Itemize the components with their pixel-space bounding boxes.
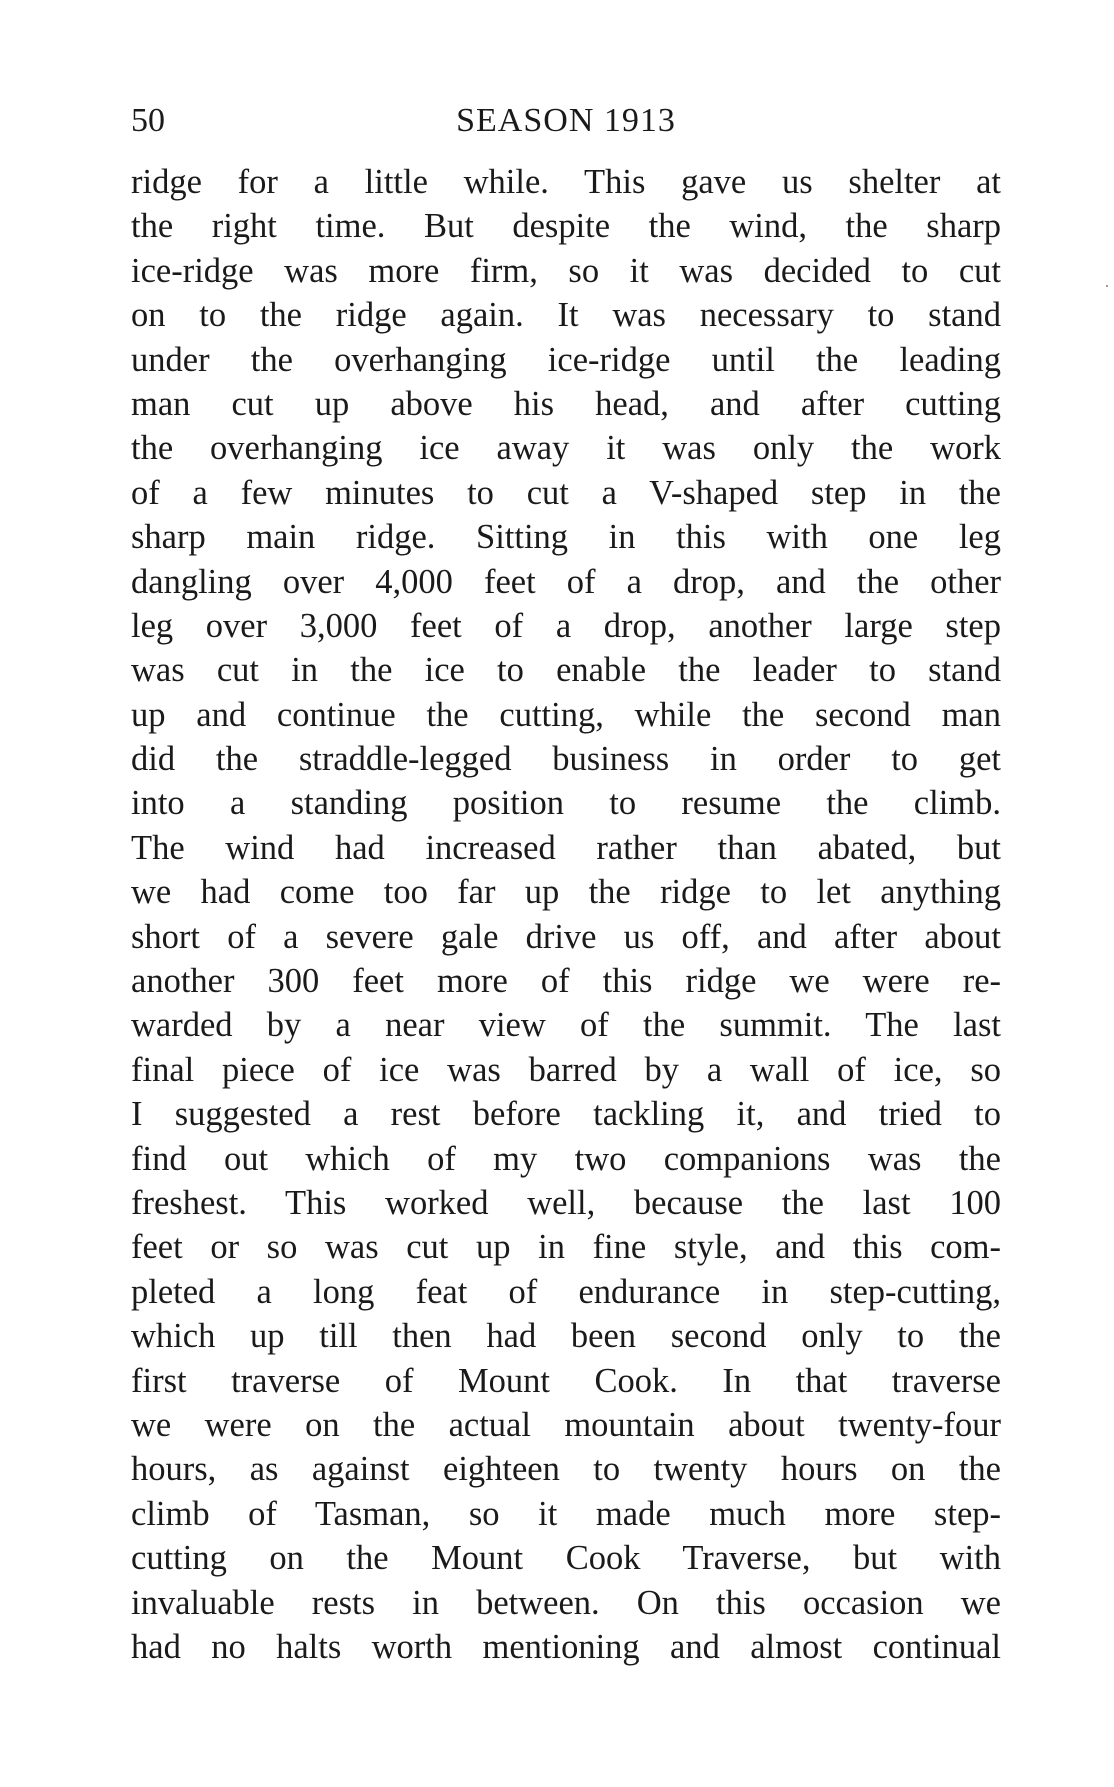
text-line: ridge for a little while. This gave us shelter at <box>131 163 1001 201</box>
text-line: man cut up above his head, and after cutting <box>131 384 1001 423</box>
text-line: sharp main ridge. Sitting in this with one leg <box>131 518 1001 557</box>
text-line: which up till then had been second only to the <box>131 1317 1001 1356</box>
text-line: did the straddle-legged business in order to get <box>131 740 1001 779</box>
text-line: first traverse of Mount Cook. In that traverse <box>131 1361 1001 1400</box>
text-line: hours, as against eighteen to twenty hours on the <box>131 1450 1001 1489</box>
text-line: was cut in the ice to enable the leader to stand <box>131 651 1001 690</box>
text-line: invaluable rests in between. On this occasion we <box>131 1583 1001 1622</box>
page-number: 50 <box>131 102 165 139</box>
text-line: freshest. This worked well, because the last 100 <box>131 1183 1001 1222</box>
text-line: the right time. But despite the wind, the sharp <box>131 207 1001 246</box>
text-line: feet or so was cut up in fine style, and this com- <box>131 1228 1001 1267</box>
running-title: SEASON 1913 <box>456 102 676 139</box>
running-head <box>131 96 1001 146</box>
text-line: another 300 feet more of this ridge we were re- <box>131 962 1001 1001</box>
text-line: we were on the actual mountain about twenty-four <box>131 1405 1001 1444</box>
text-line: cutting on the Mount Cook Traverse, but with <box>131 1539 1001 1578</box>
text-line: pleted a long feat of endurance in step-cutting, <box>131 1272 1001 1311</box>
text-line: had no halts worth mentioning and almost continual <box>131 1627 1001 1666</box>
text-line: The wind had increased rather than abated, but <box>131 828 1001 867</box>
text-line: of a few minutes to cut a V-shaped step in the <box>131 473 1001 512</box>
text-line: ice-ridge was more firm, so it was decided to cut <box>131 251 1001 290</box>
text-line: into a standing position to resume the climb. <box>131 784 1001 823</box>
text-line: warded by a near view of the summit. The last <box>131 1006 1001 1045</box>
text-line: final piece of ice was barred by a wall of ice, so <box>131 1050 1001 1089</box>
text-line: we had come too far up the ridge to let anything <box>131 873 1001 912</box>
text-line: I suggested a rest before tackling it, and tried to <box>131 1095 1001 1134</box>
text-line: the overhanging ice away it was only the work <box>131 429 1001 468</box>
body-text <box>131 160 1001 1669</box>
scan-speck <box>1106 285 1108 287</box>
text-line: on to the ridge again. It was necessary to stand <box>131 296 1001 335</box>
text-line: leg over 3,000 feet of a drop, another large step <box>131 606 1001 645</box>
text-line: find out which of my two companions was the <box>131 1139 1001 1178</box>
text-line: under the overhanging ice-ridge until the leading <box>131 340 1001 379</box>
text-line: dangling over 4,000 feet of a drop, and the other <box>131 562 1001 601</box>
text-line: up and continue the cutting, while the second man <box>131 695 1001 734</box>
text-line: short of a severe gale drive us off, and after about <box>131 917 1001 956</box>
text-line: climb of Tasman, so it made much more step- <box>131 1494 1001 1533</box>
